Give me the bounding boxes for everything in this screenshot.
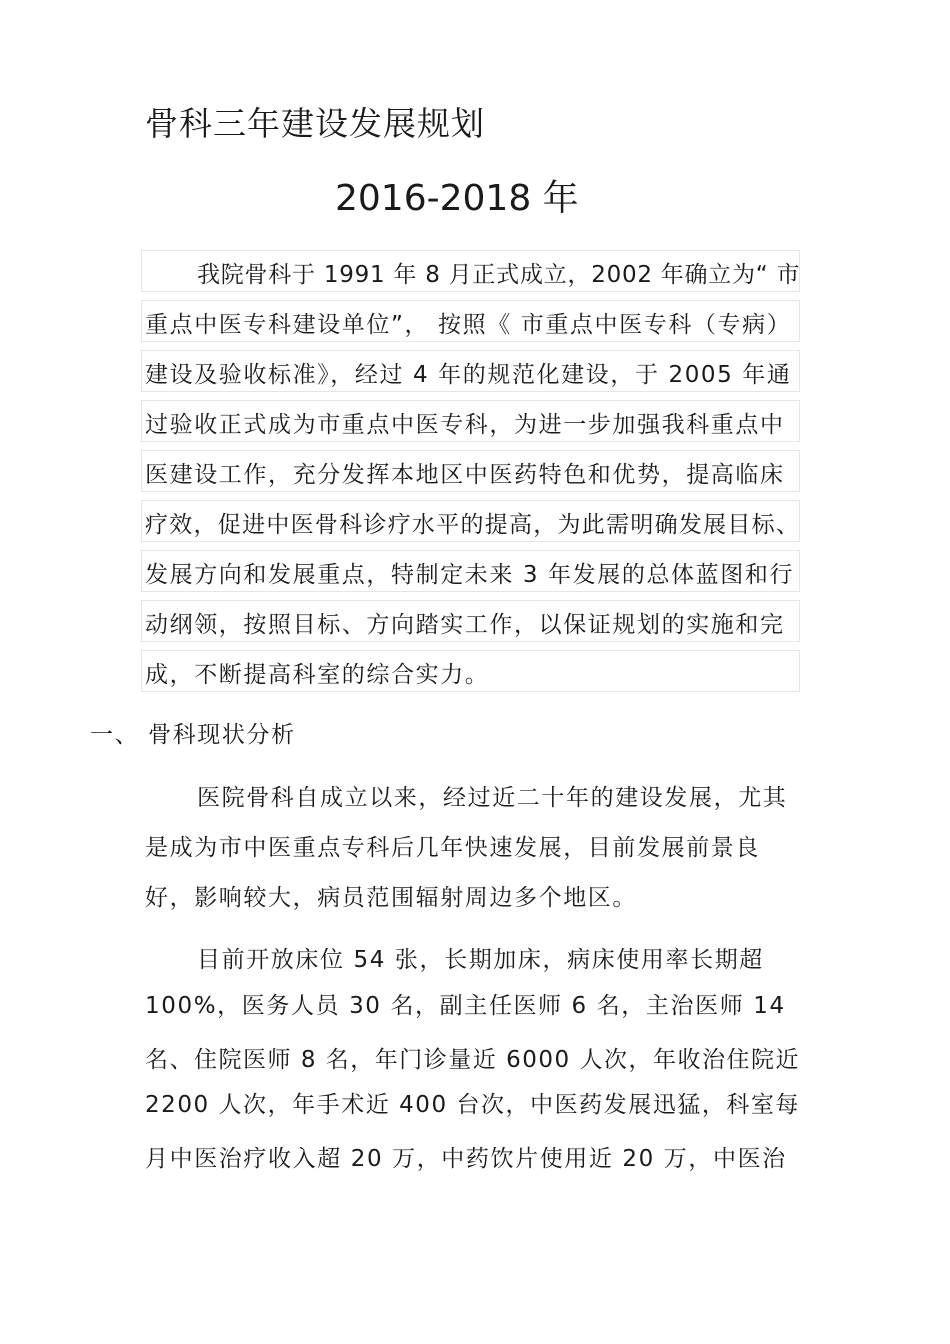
paragraph-line: 月中医治疗收入超 20 万，中药饮片使用近 20 万，中医治 — [145, 1146, 787, 1172]
paragraph-line: 目前开放床位 54 张，长期加床，病床使用率长期超 — [197, 947, 764, 973]
paragraph-line: 名、住院医师 8 名，年门诊量近 6000 人次，年收治住院近 — [145, 1047, 801, 1073]
paragraph-line: 好，影响较大，病员范围辐射周边多个地区。 — [145, 885, 637, 911]
intro-line: 过验收正式成为市重点中医专科，为进一步加强我科重点中 — [145, 412, 785, 438]
document-subtitle: 2016-2018 年 — [335, 178, 579, 219]
intro-line: 我院骨科于 1991 年 8 月正式成立，2002 年确立为“ 市 — [197, 262, 801, 288]
document-title: 骨科三年建设发展规划 — [145, 104, 485, 143]
paragraph-line: 2200 人次，年手术近 400 台次，中医药发展迅猛，科室每 — [145, 1092, 800, 1118]
section-heading: 一、 骨科现状分析 — [90, 722, 296, 748]
intro-line: 成，不断提高科室的综合实力。 — [145, 662, 490, 688]
intro-line: 疗效，促进中医骨科诊疗水平的提高，为此需明确发展目标、 — [145, 512, 801, 538]
paragraph-line: 100%，医务人员 30 名，副主任医师 6 名，主治医师 14 — [145, 993, 786, 1019]
intro-line: 重点中医专科建设单位”， 按照《 市重点中医专科（专病） — [145, 312, 792, 338]
paragraph-line: 是成为市中医重点专科后几年快速发展，目前发展前景良 — [145, 835, 760, 861]
paragraph-line: 医院骨科自成立以来，经过近二十年的建设发展，尤其 — [197, 785, 788, 811]
intro-line: 发展方向和发展重点，特制定未来 3 年发展的总体蓝图和行 — [145, 562, 795, 588]
intro-line: 医建设工作，充分发挥本地区中医药特色和优势，提高临床 — [145, 462, 785, 488]
intro-line: 动纲领，按照目标、方向踏实工作，以保证规划的实施和完 — [145, 612, 785, 638]
intro-line: 建设及验收标准》，经过 4 年的规范化建设，于 2005 年通 — [145, 362, 792, 388]
